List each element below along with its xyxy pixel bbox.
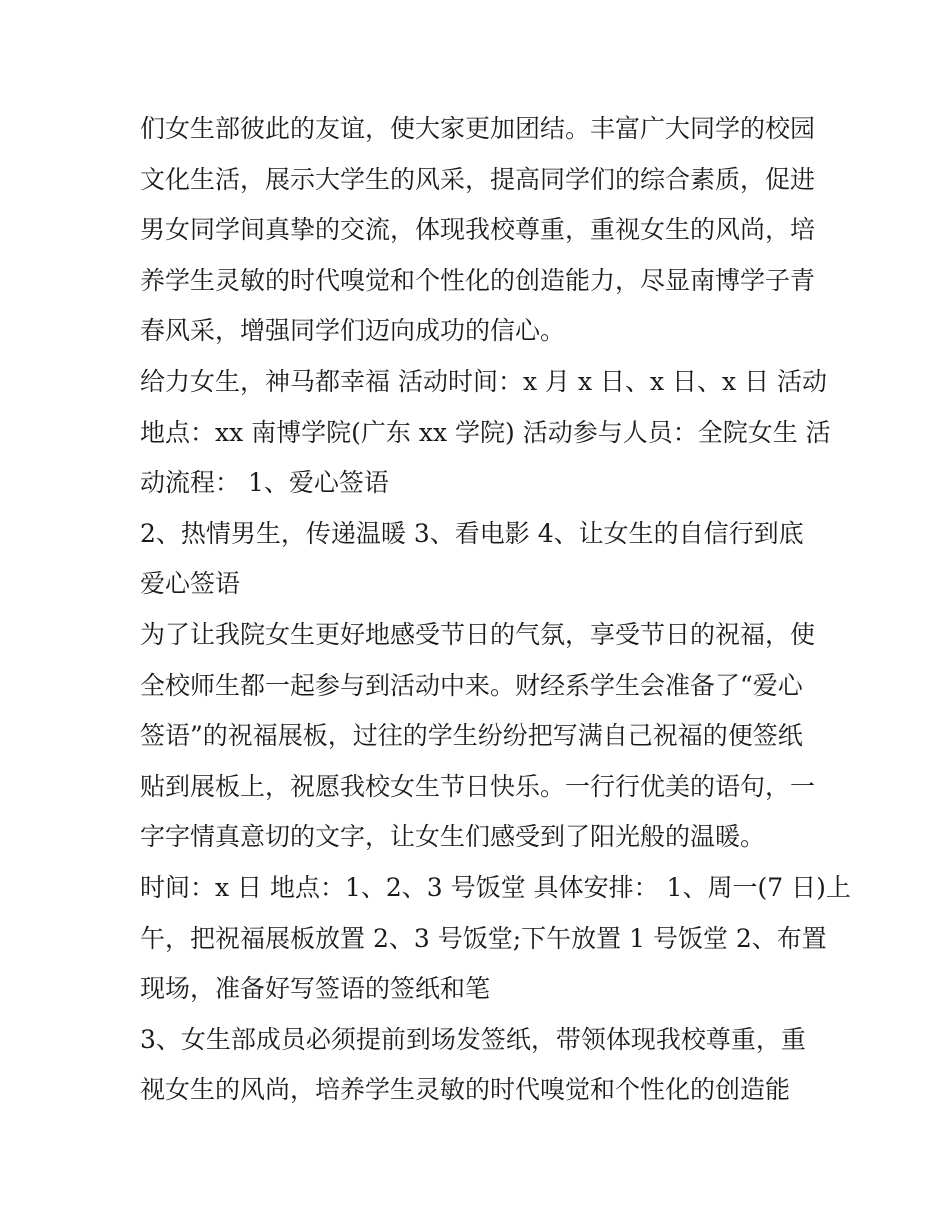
- text-line: 字字情真意切的文字，让女生们感受到了阳光般的温暖。: [140, 822, 766, 852]
- text-line: 午，把祝福展板放置 2、3 号饭堂;下午放置 1 号饭堂 2、布置: [140, 923, 827, 953]
- text-line: 2、热情男生，传递温暖 3、看电影 4、让女生的自信行到底: [140, 518, 804, 548]
- text-line: 们女生部彼此的友谊，使大家更加团结。丰富广大同学的校园: [140, 114, 816, 143]
- text-line: 现场，准备好写签语的签纸和笔: [140, 974, 491, 1004]
- text-line: 为了让我院女生更好地感受节日的气氛，享受节日的祝福，使: [140, 619, 816, 649]
- section-heading: 爱心签语: [140, 569, 241, 599]
- text-line: 男女同学间真挚的交流，体现我校尊重，重视女生的风尚，培: [140, 215, 816, 245]
- text-line: 签语”的祝福展板，过往的学生纷纷把写满自己祝福的便签纸: [140, 721, 803, 751]
- text-line: 时间：x 日 地点：1、2、3 号饭堂 具体安排： 1、周一(7 日)上: [140, 872, 851, 902]
- document-page: [140, 104, 851, 1116]
- text-line: 贴到展板上，祝愿我校女生节日快乐。一行行优美的语句，一: [140, 771, 816, 801]
- text-line: 3、女生部成员必须提前到场发签纸，带领体现我校尊重，重: [140, 1024, 806, 1054]
- text-line: 地点：xx 南博学院(广东 xx 学院) 活动参与人员：全院女生 活: [140, 417, 831, 447]
- text-line: 养学生灵敏的时代嗅觉和个性化的创造能力，尽显南博学子青: [140, 265, 816, 295]
- text-line: 全校师生都一起参与到活动中来。财经系学生会准备了“爱心: [140, 670, 803, 700]
- text-line: 视女生的风尚，培养学生灵敏的时代嗅觉和个性化的创造能: [140, 1075, 791, 1105]
- text-line: 春风采，增强同学们迈向成功的信心。: [140, 316, 566, 346]
- text-line: 文化生活，展示大学生的风采，提高同学们的综合素质，促进: [140, 164, 816, 194]
- text-line: 给力女生，神马都幸福 活动时间：x 月 x 日、x 日、x 日 活动: [140, 366, 828, 396]
- text-line: 动流程： 1、爱心签语: [140, 468, 389, 498]
